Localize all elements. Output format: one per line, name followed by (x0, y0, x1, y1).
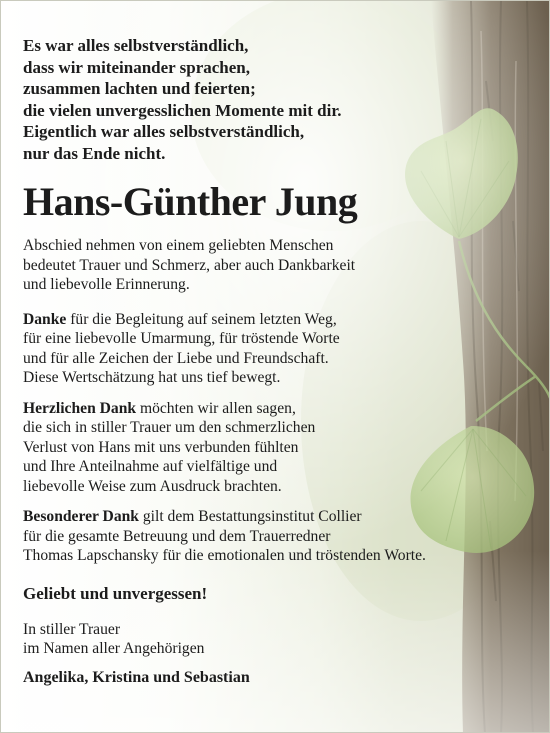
mourning-line: im Namen aller Angehörigen (23, 640, 205, 657)
memorial-poem (23, 35, 523, 164)
poem-line: dass wir miteinander sprachen, (23, 57, 251, 77)
thanks-line: und Ihre Anteilnahme auf vielfältige und (23, 458, 278, 475)
thanks-line: Verlust von Hans mit uns verbunden fühlten (23, 438, 299, 456)
poem-line: zusammen lachten und feierten; (23, 79, 256, 98)
mourning-line: In stiller Trauer (23, 620, 121, 638)
intro-line: bedeutet Trauer und Schmerz, aber auch Dankbarkeit (23, 256, 356, 274)
thanks-line: Diese Wertschätzung hat uns tief bewegt. (23, 369, 281, 386)
thanks-line: die sich in stiller Trauer um den schmerzlichen (23, 419, 316, 436)
thanks-line: liebevolle Weise zum Ausdruck brachten. (23, 477, 282, 495)
obituary-text (23, 35, 523, 688)
thanks-text: für die Begleitung auf seinem letzten Weg, (66, 310, 337, 328)
poem-line: Es war alles selbstverständlich, (23, 36, 249, 55)
closing-phrase: Geliebt und unvergessen! (23, 583, 208, 603)
thanks-paragraph-3 (23, 507, 523, 566)
thanks-line (23, 310, 523, 330)
intro-paragraph (23, 236, 523, 295)
thanks-line: Thomas Lapschansky für die emotionalen und tröstenden Worte. (23, 547, 426, 564)
thanks-paragraph-1 (23, 310, 523, 388)
poem-line: Eigentlich war alles selbstverständlich, (23, 122, 305, 141)
thanks-text: möchten wir allen sagen, (136, 399, 296, 417)
thanks-lead: Danke (23, 310, 67, 328)
thanks-line: für die gesamte Betreuung und dem Trauerredner (23, 527, 331, 545)
thanks-line: für eine liebevolle Umarmung, für tröstende Worte (23, 330, 340, 347)
poem-line: nur das Ende nicht. (23, 143, 166, 163)
deceased-name: Hans-Günther Jung (23, 179, 358, 224)
poem-line: die vielen unvergesslichen Momente mit dir. (23, 100, 342, 120)
family-signature: Angelika, Kristina und Sebastian (23, 668, 250, 686)
thanks-line (23, 399, 523, 419)
intro-line: Abschied nehmen von einem geliebten Menschen (23, 237, 334, 254)
thanks-lead: Besonderer Dank (23, 508, 139, 525)
thanks-lead: Herzlichen Dank (23, 399, 137, 417)
intro-line: und liebevolle Erinnerung. (23, 276, 190, 293)
thanks-text: gilt dem Bestattungsinstitut Collier (138, 508, 362, 525)
thanks-paragraph-2 (23, 399, 523, 497)
mourning-note (23, 620, 523, 659)
thanks-line: und für alle Zeichen der Liebe und Freundschaft. (23, 349, 329, 367)
thanks-line (23, 507, 523, 527)
